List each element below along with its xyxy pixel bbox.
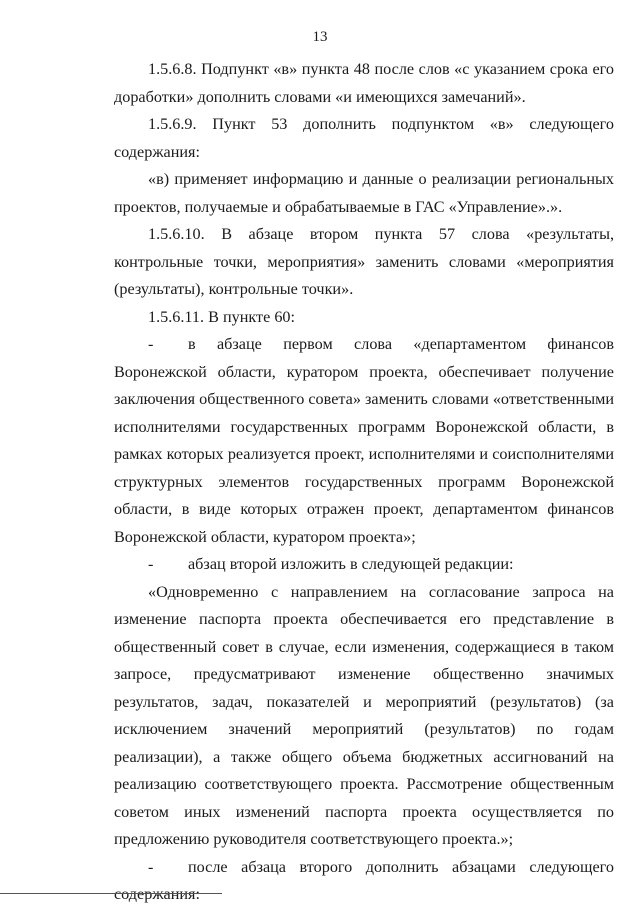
paragraph-subpoint-v: «в) применяет информацию и данные о реализации региональных проектов, получаемые и обрабатываемые в ГАС «Управление».». — [114, 170, 614, 216]
dash-bullet: - — [148, 335, 154, 353]
paragraph-1-5-6-9: 1.5.6.9. Пункт 53 дополнить подпунктом «в» следующего содержания: — [114, 115, 614, 161]
page-number: 13 — [312, 29, 328, 45]
dash-item-after-paragraph-two — [114, 854, 614, 909]
paragraph-1-5-6-10: 1.5.6.10. В абзаце втором пункта 57 слова «результаты, контрольные точки, мероприятия» заменить словами «мероприятия (результаты), контрольные точки». — [114, 225, 614, 298]
dash-bullet: - — [148, 857, 154, 876]
dash-item-paragraph-one — [114, 331, 614, 551]
document-body — [114, 56, 614, 909]
paragraph-quoted-amendment: «Одновременно с направлением на согласование запроса на изменение паспорта проекта обеспечивается его представление в общественный совет в случае, если изменения, содержащиеся в таком запросе, предусматривают изменение общественно значимых результатов, задач, показателей и мероприятий (результатов) (за исключением значений мероприятий (результатов) по годам реализации), а также общего объема бюджетных ассигнований на реализацию соответствующего проекта. Рассмотрение общественным советом иных изменений паспорта проекта осуществляется по предложению руководителя соответствующего проекта.»; — [114, 582, 614, 848]
dash-item-text: после абзаца второго дополнить абзацами следующего содержания: — [114, 857, 614, 903]
dash-bullet: - — [148, 555, 154, 573]
dash-item-paragraph-two — [114, 551, 614, 579]
dash-item-text: в абзаце первом слова «департаментом финансов Воронежской области, куратором проекта, обеспечивает получение заключения общественного совета» заменить словами «ответственными исполнителями государственных программ Воронежской области, в рамках которых реализуется проект, исполнителями и соисполнителями структурных элементов государственных программ Воронежской области, в виде которых отражен проект, департаментом финансов Воронежской области, куратором проекта»; — [114, 335, 614, 546]
paragraph-1-5-6-11: 1.5.6.11. В пункте 60: — [148, 307, 296, 326]
dash-item-text: абзац второй изложить в следующей редакции: — [188, 555, 514, 573]
paragraph-1-5-6-8: 1.5.6.8. Подпункт «в» пункта 48 после слов «с указанием срока его доработки» дополнить словами «и имеющихся замечаний». — [114, 60, 614, 106]
footer-rule — [0, 893, 222, 894]
